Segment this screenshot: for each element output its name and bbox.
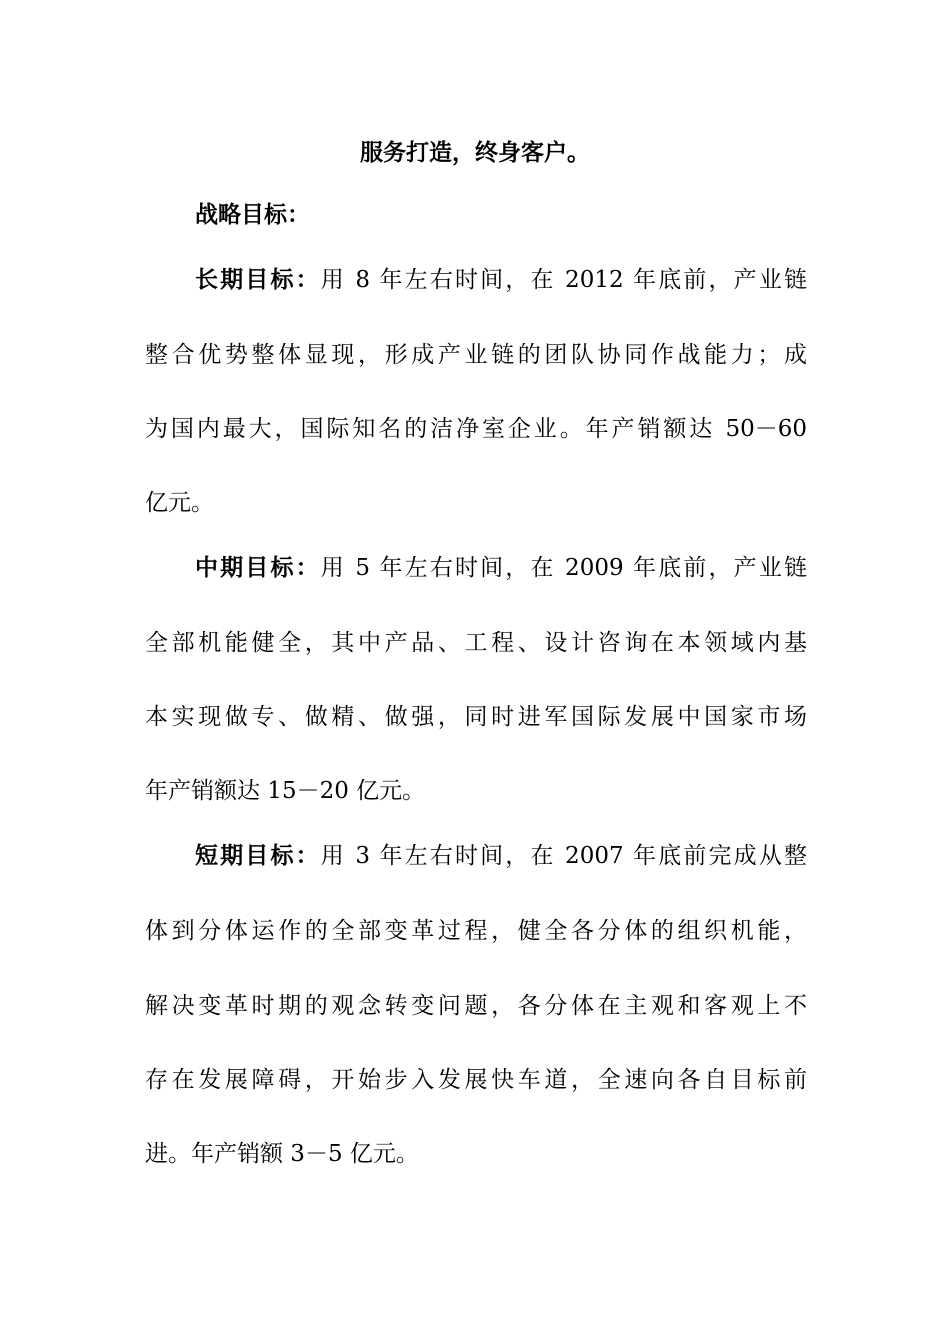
paragraph-long-term-line-1 xyxy=(195,262,807,298)
paragraph-mid-term-text: 用 5 年左右时间，在 2009 年底前，产业链 xyxy=(320,555,807,581)
paragraph-short-term-line-1 xyxy=(195,838,807,874)
paragraph-long-term-line-3: 为国内最大，国际知名的洁净室企业。年产销额达 50－60 xyxy=(145,416,807,442)
paragraph-mid-term-line-1 xyxy=(195,550,807,586)
paragraph-short-term-line-5: 进。年产销额 3－5 亿元。 xyxy=(145,1141,419,1167)
paragraph-short-term-line-2: 体到分体运作的全部变革过程，健全各分体的组织机能， xyxy=(145,918,807,944)
paragraph-long-term-line-2: 整合优势整体显现，形成产业链的团队协同作战能力；成 xyxy=(145,342,807,368)
paragraph-short-term-line-4: 存在发展障碍，开始步入发展快车道，全速向各自目标前 xyxy=(145,1067,807,1093)
section-title-strategic-goals: 战略目标： xyxy=(195,201,310,228)
paragraph-long-term-text: 用 8 年左右时间，在 2012 年底前，产业链 xyxy=(320,267,807,293)
paragraph-short-term-text: 用 3 年左右时间，在 2007 年底前完成从整 xyxy=(320,843,807,869)
document-heading: 服务打造，终身客户。 xyxy=(360,139,590,166)
paragraph-mid-term-line-4: 年产销额达 15－20 亿元。 xyxy=(145,778,426,804)
paragraph-mid-term-line-3: 本实现做专、做精、做强，同时进军国际发展中国家市场 xyxy=(145,704,807,730)
paragraph-short-term-line-3: 解决变革时期的观念转变问题，各分体在主观和客观上不 xyxy=(145,993,807,1019)
paragraph-mid-term-line-2: 全部机能健全，其中产品、工程、设计咨询在本领域内基 xyxy=(145,630,807,656)
paragraph-short-term-lead: 短期目标： xyxy=(195,842,321,869)
paragraph-mid-term-lead: 中期目标： xyxy=(195,554,321,581)
paragraph-long-term-line-4: 亿元。 xyxy=(145,490,214,516)
paragraph-long-term-lead: 长期目标： xyxy=(195,266,321,293)
